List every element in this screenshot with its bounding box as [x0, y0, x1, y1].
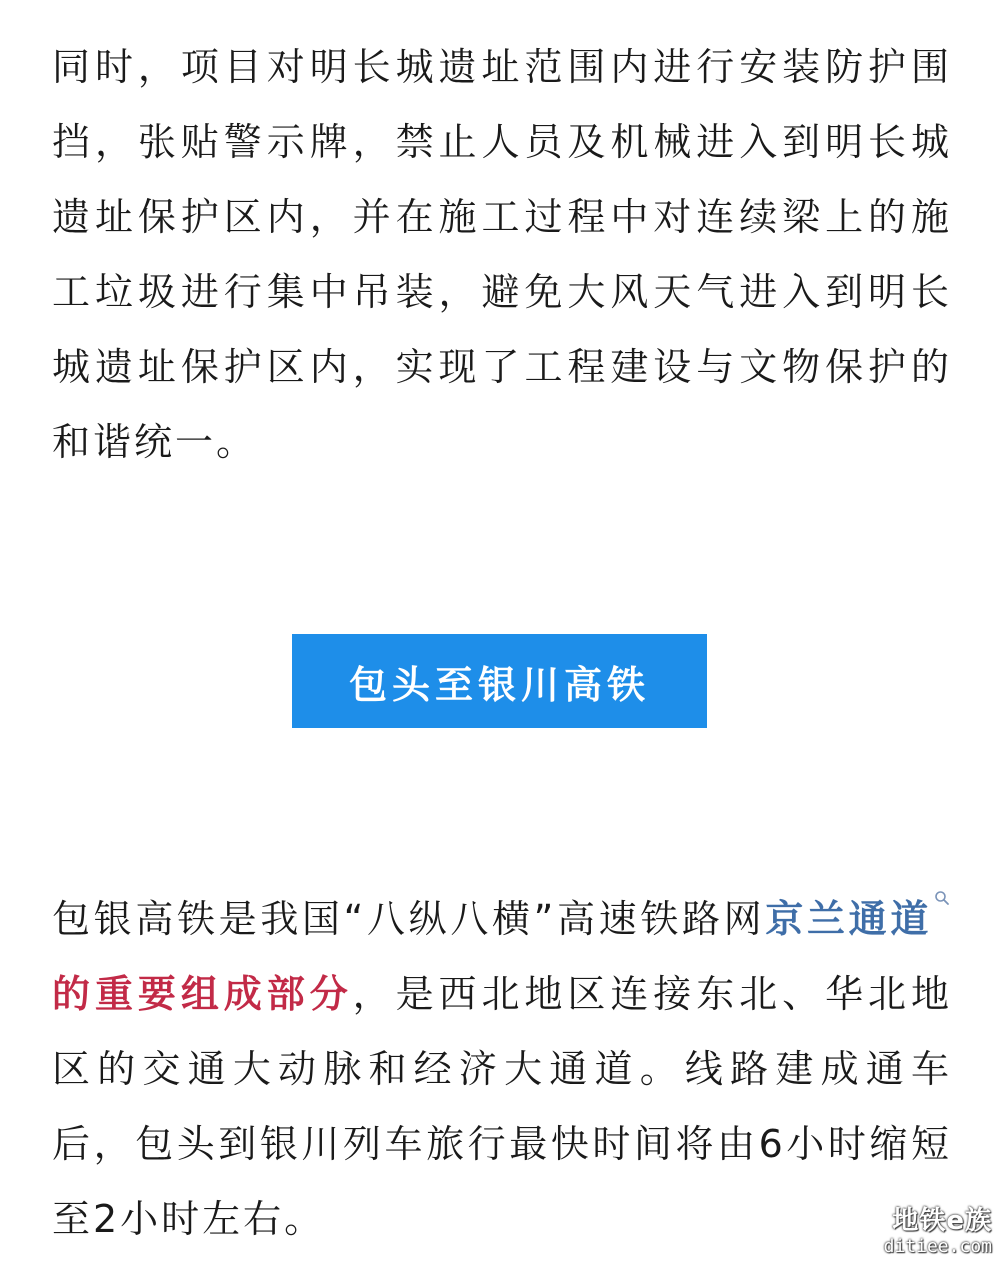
keyword-link[interactable]: 京兰通道	[765, 897, 932, 941]
article-section-1	[52, 30, 952, 480]
watermark-brand: 地铁e族	[892, 1206, 992, 1236]
watermark	[884, 1206, 992, 1258]
search-icon[interactable]	[932, 882, 952, 912]
paragraph-1: 同时，项目对明长城遗址范围内进行安装防护围挡，张贴警示牌，禁止人员及机械进入到明长城遗址保护区内，并在施工过程中对连续梁上的施工垃圾进行集中吊装，避免大风天气进入到明长城遗址保护区内，实现了工程建设与文物保护的和谐统一。	[52, 45, 952, 464]
paragraph-2-text-start: 包银高铁是我国“八纵八横”高速铁路网	[52, 897, 766, 941]
paragraph-2	[52, 882, 952, 1257]
section-title-banner	[292, 634, 707, 728]
paragraph-2-text-end: ，是西北地区连接东北、华北地区的交通大动脉和经济大通道。线路建成通车后，包头到银川列车旅行最快时间将由6小时缩短至2小时左右。	[52, 972, 952, 1241]
highlighted-text: 的重要组成部分	[52, 972, 353, 1016]
section-title: 包头至银川高铁	[348, 662, 650, 707]
article-section-2	[52, 882, 952, 1257]
watermark-url: ditiee.com	[883, 1236, 992, 1257]
